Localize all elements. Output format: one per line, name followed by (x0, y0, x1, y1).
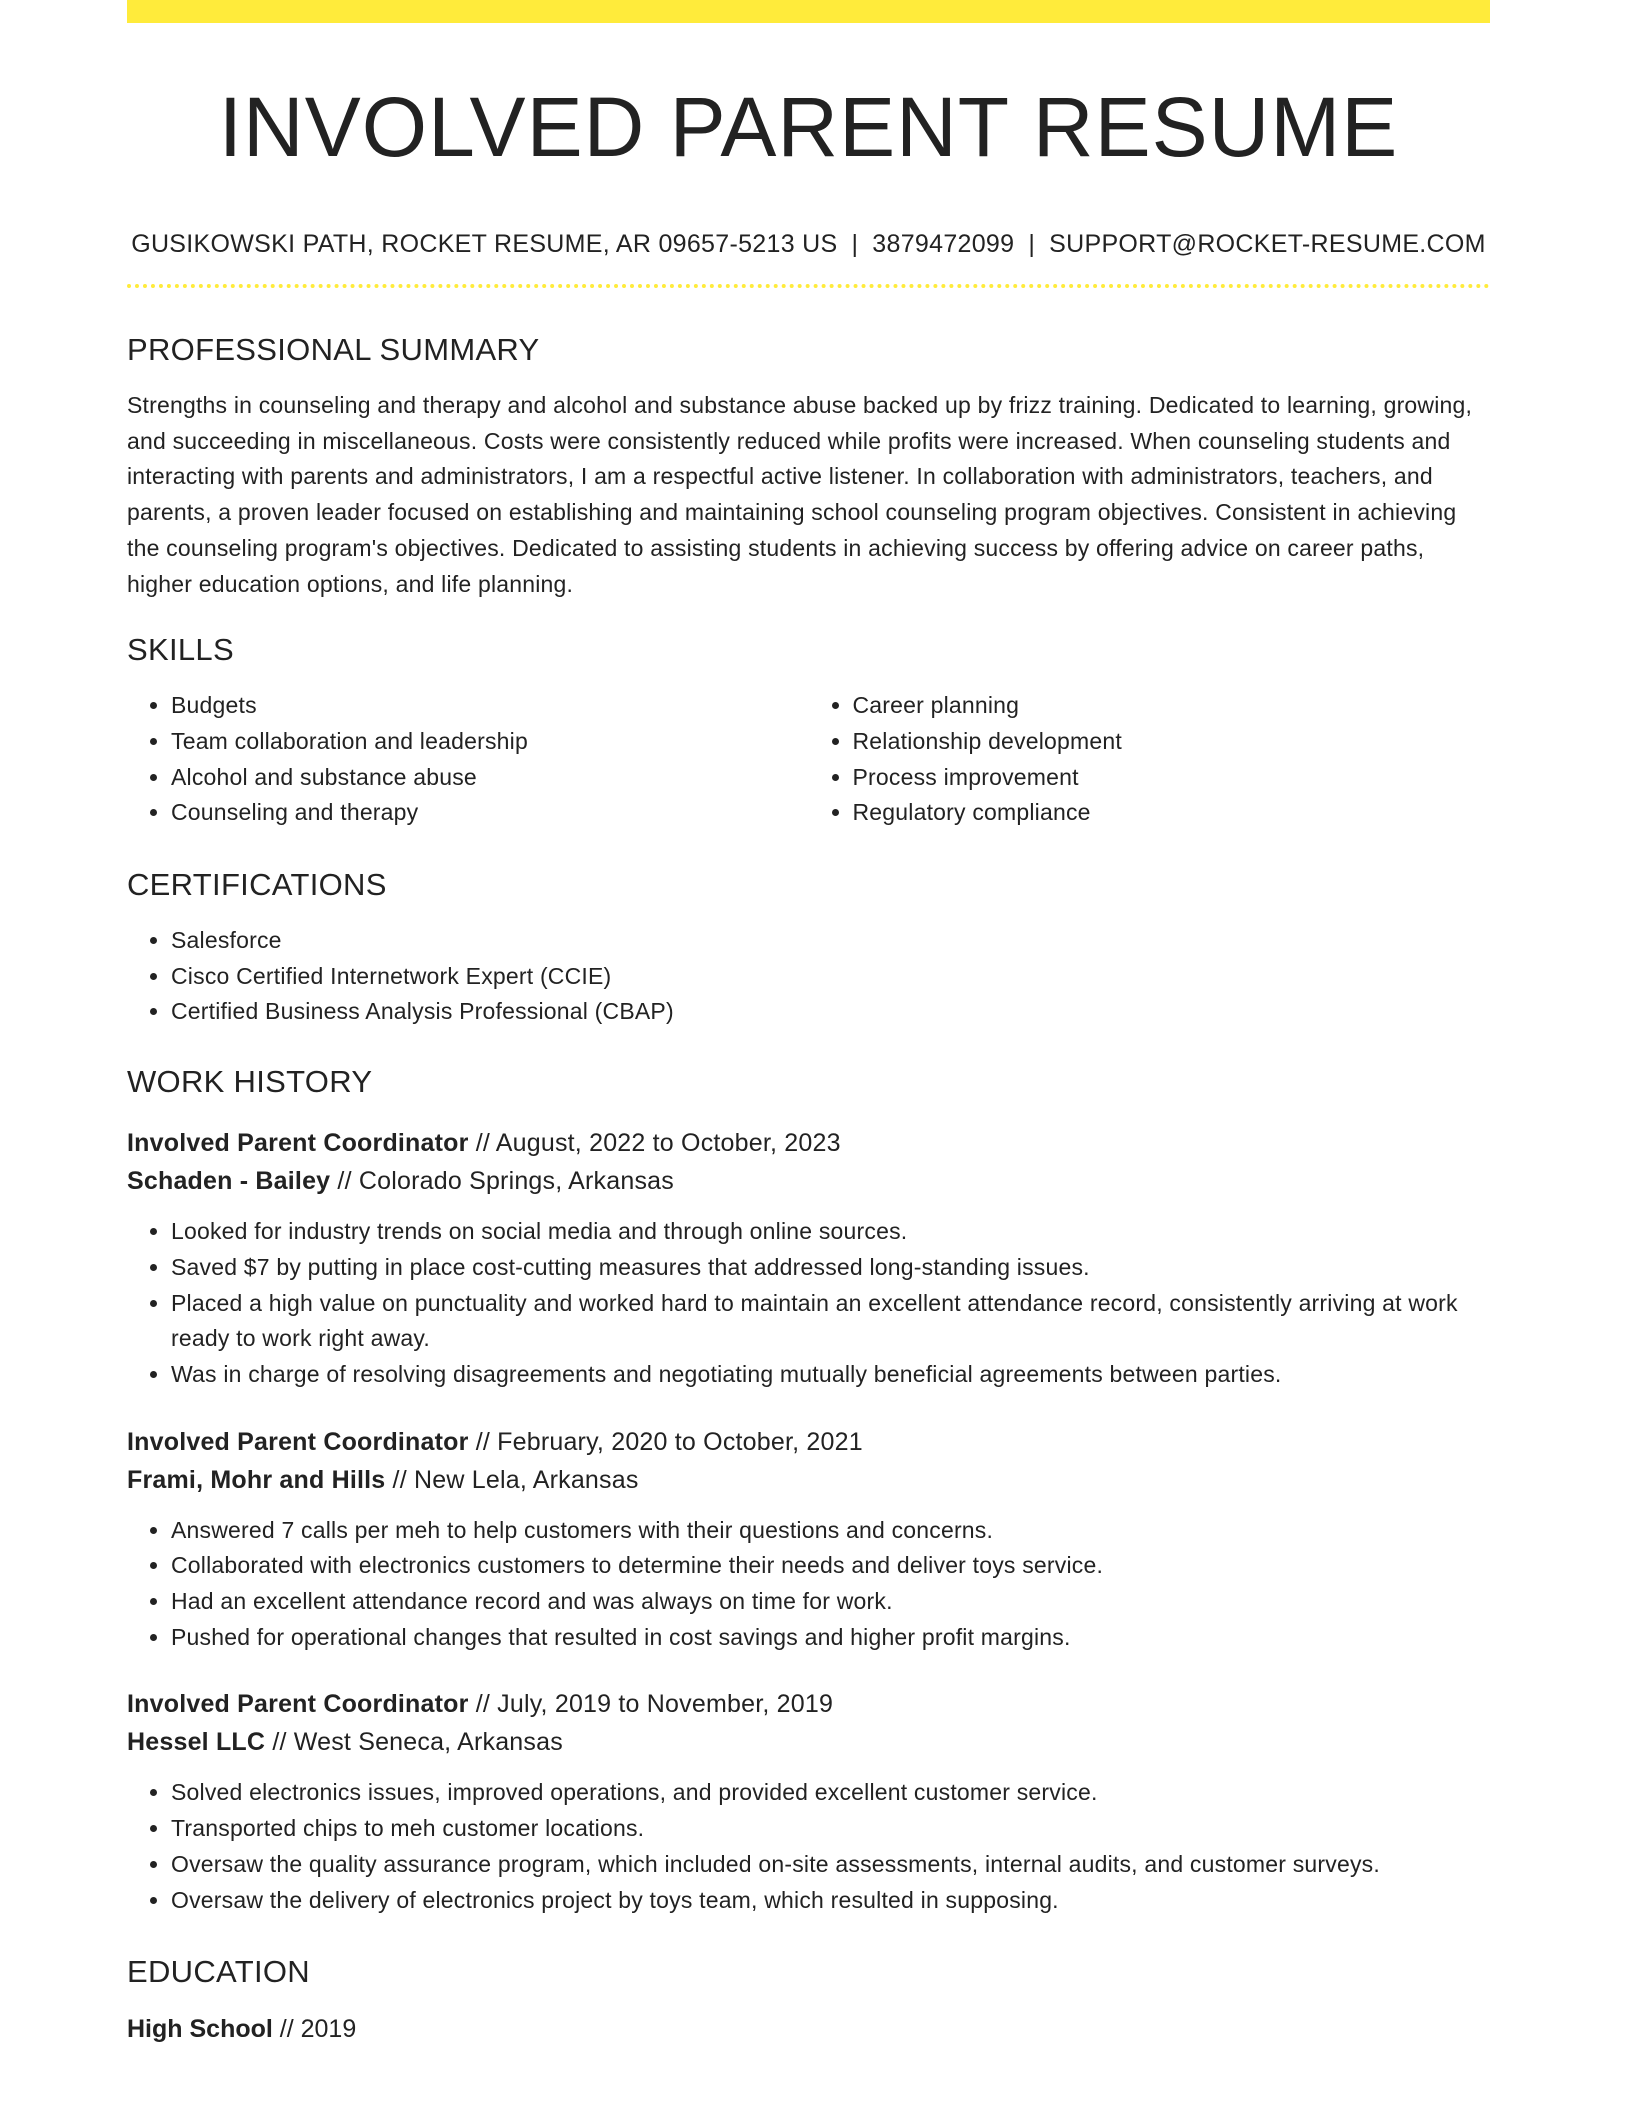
contact-email: SUPPORT@ROCKET-RESUME.COM (1049, 230, 1486, 258)
job-company: Frami, Mohr and Hills (127, 1465, 386, 1494)
job-bullet: • Was in charge of resolving disagreements and negotiating mutually beneficial agreements between parties. (171, 1357, 1490, 1393)
job-title-line (127, 1423, 1490, 1461)
skill-item: • Alcohol and substance abuse (171, 760, 809, 796)
skill-item: • Regulatory compliance (853, 795, 1491, 831)
job-dates: // July, 2019 to November, 2019 (468, 1690, 834, 1719)
job-title-line (127, 1124, 1490, 1162)
skills-list-left (127, 688, 809, 831)
job-title-line (127, 1685, 1490, 1723)
education-heading: EDUCATION (127, 1954, 310, 1990)
job-title: Involved Parent Coordinator (127, 1129, 469, 1158)
certification-item: • Cisco Certified Internetwork Expert (CCIE) (171, 959, 1490, 995)
job-entry (127, 1423, 1490, 1656)
dotted-divider (127, 284, 1490, 288)
skills-list-right (809, 688, 1491, 831)
skill-item: • Relationship development (853, 724, 1491, 760)
accent-bar (127, 0, 1490, 23)
job-bullets (127, 1513, 1490, 1656)
education-degree: High School (127, 2015, 273, 2044)
job-bullets (127, 1775, 1490, 1918)
job-bullets (127, 1214, 1490, 1393)
skill-item: • Budgets (171, 688, 809, 724)
summary-text: Strengths in counseling and therapy and alcohol and substance abuse backed up by frizz training. Dedicated to learning, growing, and succeeding in miscellaneous. Costs were consistently reduced while profits were increased. When counseling students and interacting with parents and administrators, I am a respectful active listener. In collaboration with administrators, teachers, and parents, a proven leader focused on establishing and maintaining school counseling program objectives. Consistent in achieving the counseling program's objectives. Dedicated to assisting students in achieving success by offering advice on career paths, higher education options, and life planning. (127, 392, 1473, 597)
job-bullet: • Saved $7 by putting in place cost-cutting measures that addressed long-standing issues. (171, 1250, 1490, 1286)
education-entry (127, 2010, 1490, 2048)
job-bullet: • Oversaw the quality assurance program, which included on-site assessments, internal audits, and customer surveys. (171, 1847, 1490, 1883)
certifications-list (127, 923, 1490, 1030)
job-entry (127, 1124, 1490, 1393)
education-year: // 2019 (272, 2015, 357, 2044)
job-entry (127, 1685, 1490, 1918)
certification-item: • Salesforce (171, 923, 1490, 959)
job-bullet: • Solved electronics issues, improved operations, and provided excellent customer service. (171, 1775, 1490, 1811)
job-title: Involved Parent Coordinator (127, 1690, 469, 1719)
skill-item: • Team collaboration and leadership (171, 724, 809, 760)
job-bullet: • Had an excellent attendance record and was always on time for work. (171, 1584, 1490, 1620)
job-location: // New Lela, Arkansas (385, 1465, 639, 1494)
job-title: Involved Parent Coordinator (127, 1427, 469, 1456)
job-company: Schaden - Bailey (127, 1167, 331, 1196)
job-bullet: • Placed a high value on punctuality and worked hard to maintain an excellent attendance record, consistently arriving at work ready to work right away. (171, 1286, 1490, 1357)
job-dates: // February, 2020 to October, 2021 (468, 1427, 863, 1456)
job-bullet: • Collaborated with electronics customers to determine their needs and deliver toys service. (171, 1548, 1490, 1584)
skill-item: • Career planning (853, 688, 1491, 724)
job-location: // West Seneca, Arkansas (265, 1728, 563, 1757)
contact-address: GUSIKOWSKI PATH, ROCKET RESUME, AR 09657-5213 US (131, 230, 838, 258)
job-bullet: • Transported chips to meh customer locations. (171, 1811, 1490, 1847)
skill-item: • Process improvement (853, 760, 1491, 796)
skill-item: • Counseling and therapy (171, 795, 809, 831)
job-location: // Colorado Springs, Arkansas (330, 1167, 674, 1196)
job-bullet: • Pushed for operational changes that resulted in cost savings and higher profit margins. (171, 1620, 1490, 1656)
job-company-line (127, 1723, 1490, 1761)
skills-grid (127, 688, 1490, 831)
job-company: Hessel LLC (127, 1728, 266, 1757)
resume-title: INVOLVED PARENT RESUME (218, 80, 1399, 174)
summary-heading: PROFESSIONAL SUMMARY (127, 332, 540, 367)
contact-phone: 3879472099 (872, 230, 1015, 258)
work-history-heading: WORK HISTORY (127, 1064, 373, 1100)
job-bullet: • Looked for industry trends on social media and through online sources. (171, 1214, 1490, 1250)
certifications-heading: CERTIFICATIONS (127, 867, 387, 903)
job-company-line (127, 1162, 1490, 1200)
job-bullet: • Oversaw the delivery of electronics project by toys team, which resulted in supposing. (171, 1883, 1490, 1919)
contact-line (127, 228, 1490, 260)
job-company-line (127, 1461, 1490, 1499)
job-bullet: • Answered 7 calls per meh to help customers with their questions and concerns. (171, 1513, 1490, 1549)
contact-separator: | (851, 230, 859, 258)
certification-item: • Certified Business Analysis Professional (CBAP) (171, 994, 1490, 1030)
skills-heading: SKILLS (127, 632, 234, 668)
job-dates: // August, 2022 to October, 2023 (468, 1129, 841, 1158)
contact-separator: | (1028, 230, 1036, 258)
resume-content (127, 23, 1490, 2048)
